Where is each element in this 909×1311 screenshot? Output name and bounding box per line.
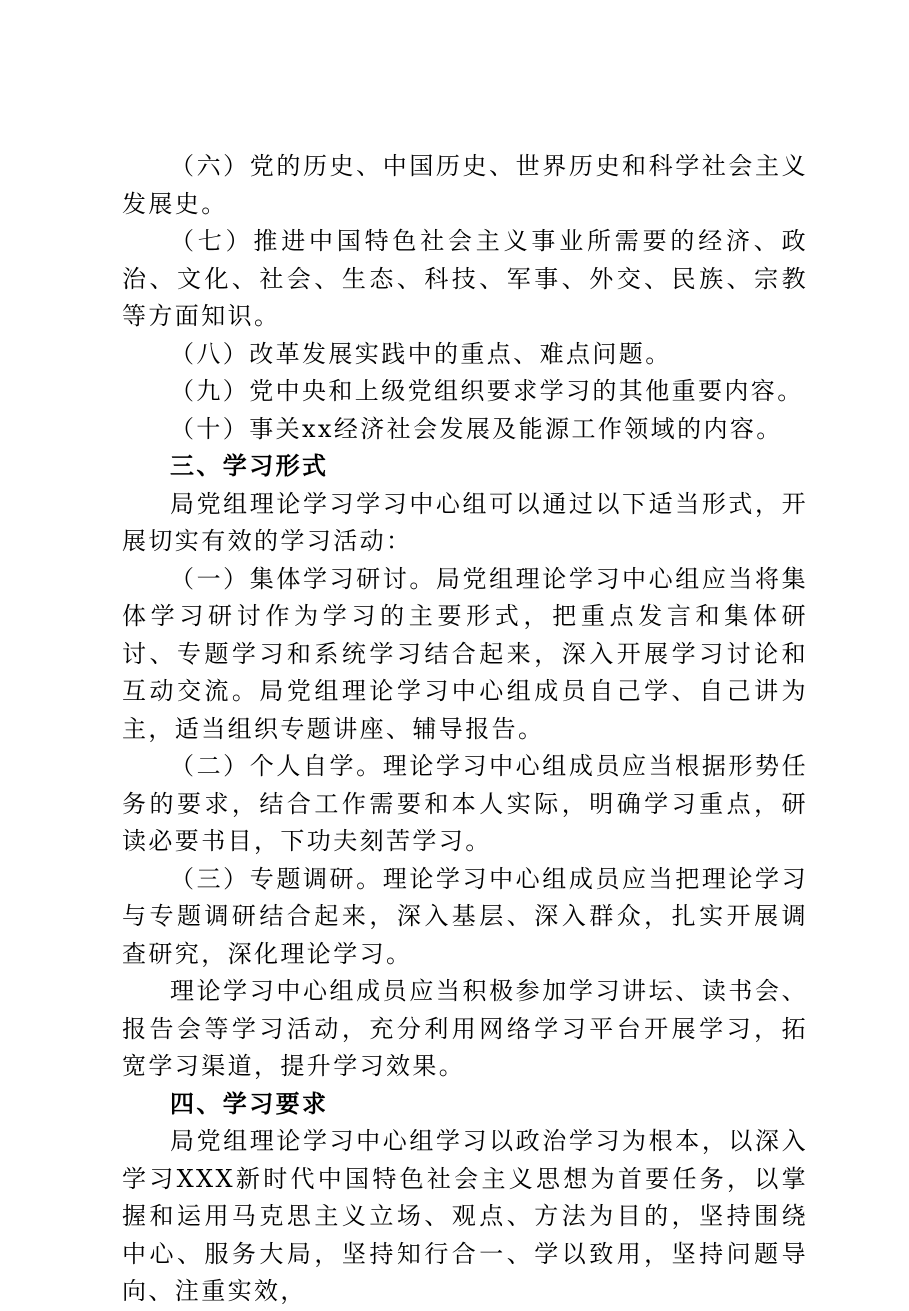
paragraph: （九）党中央和上级党组织要求学习的其他重要内容。 xyxy=(170,377,804,405)
paragraph: 局党组理论学习中心组学习以政治学习为根本，以深入学习XXX新时代中国特色社会主义思想为首要任务，以掌握和运用马克思主义立场、观点、方法为目的，坚持围绕中心、服务大局，坚持知行合一、学以致用，坚持问题导向、注重实效， xyxy=(122,1127,808,1305)
paragraph: （七）推进中国特色社会主义事业所需要的经济、政治、文化、社会、生态、科技、军事、外交、民族、宗教等方面知识。 xyxy=(122,227,808,330)
paragraph: 局党组理论学习学习中心组可以通过以下适当形式，开展切实有效的学习活动： xyxy=(122,489,808,555)
document-body xyxy=(122,148,808,1311)
section-heading: 四、学习要求 xyxy=(170,1089,329,1118)
paragraph: （三）专题调研。理论学习中心组成员应当把理论学习与专题调研结合起来，深入基层、深入群众，扎实开展调查研究，深化理论学习。 xyxy=(122,864,808,968)
paragraph: （二）个人自学。理论学习中心组成员应当根据形势任务的要求，结合工作需要和本人实际，明确学习重点，研读必要书目，下功夫刻苦学习。 xyxy=(122,752,808,855)
paragraph: （八）改革发展实践中的重点、难点问题。 xyxy=(170,339,672,368)
paragraph: （六）党的历史、中国历史、世界历史和科学社会主义发展史。 xyxy=(122,152,808,218)
section-heading: 三、学习形式 xyxy=(170,452,329,480)
paragraph: （十）事关xx经济社会发展及能源工作领域的内容。 xyxy=(170,414,783,443)
paragraph: （一）集体学习研讨。局党组理论学习中心组应当将集体学习研讨作为学习的主要形式，把重点发言和集体研讨、专题学习和系统学习结合起来，深入开展学习讨论和互动交流。局党组理论学习中心组成员自己学、自己讲为主，适当组织专题讲座、辅导报告。 xyxy=(122,564,808,743)
paragraph: 理论学习中心组成员应当积极参加学习讲坛、读书会、报告会等学习活动，充分利用网络学习平台开展学习，拓宽学习渠道，提升学习效果。 xyxy=(122,977,808,1080)
